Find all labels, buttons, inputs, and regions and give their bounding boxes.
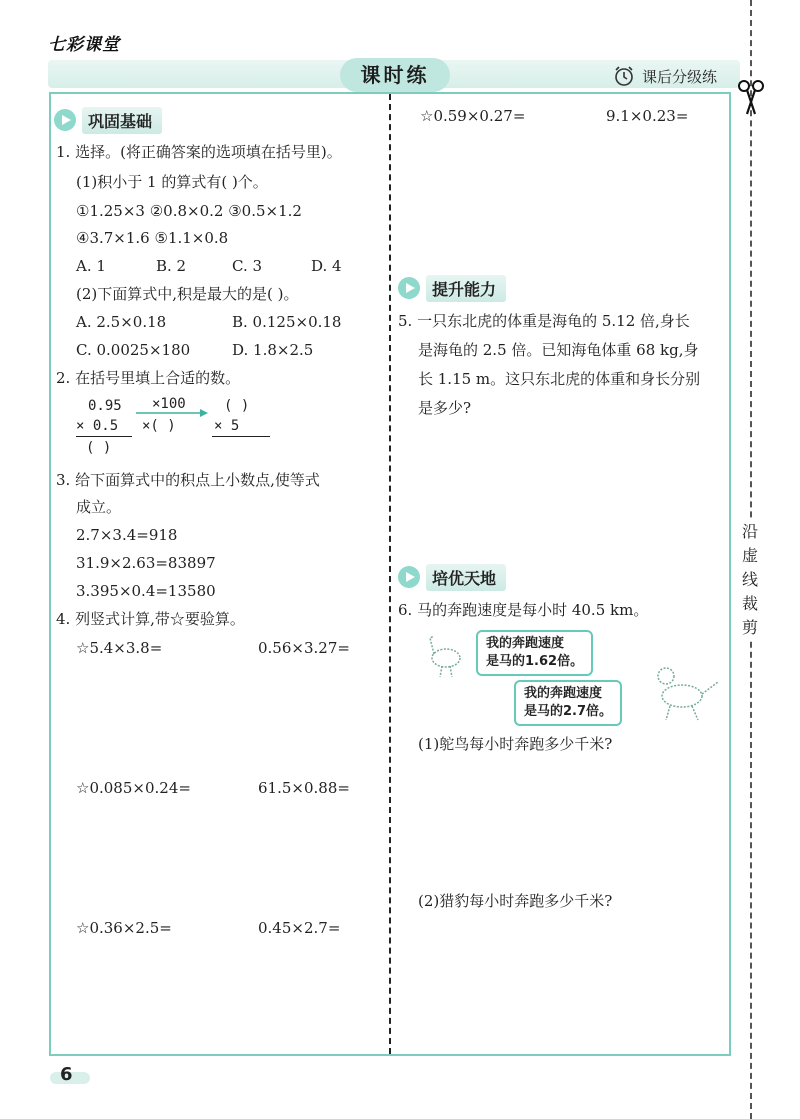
section-improve [398,276,506,300]
q2-mid-op: ×( ) [142,418,176,434]
q3-stem-1: 3. 给下面算式中的积点上小数点,使等式 [56,471,320,489]
q4-item: ☆0.36×2.5= [76,919,172,937]
bubble-text: 我的奔跑速度 [524,686,603,701]
q3-stem-2: 成立。 [76,498,122,516]
q2-rule-right [212,436,270,437]
cut-char: 沿 [741,522,758,541]
alarm-clock-icon [612,64,636,88]
q2-op-left: × 0.5 [76,418,119,434]
q6-sub1: (1)鸵鸟每小时奔跑多少千米? [418,735,613,753]
column-divider [389,94,391,1054]
q4-item: 9.1×0.23= [606,107,689,125]
q4-item: 61.5×0.88= [258,779,350,797]
q2-top-right: ( ) [224,398,250,414]
q6-sub2: (2)猎豹每小时奔跑多少千米? [418,892,613,910]
q4-item: 0.56×3.27= [258,639,350,657]
q1-option: B. 0.125×0.18 [232,313,342,331]
q1-option: A. 2.5×0.18 [76,313,167,331]
section-excellence [398,565,506,589]
cut-char: 剪 [741,618,758,637]
q1-sub2: (2)下面算式中,积是最大的是( )。 [76,285,299,303]
q4-item: 0.45×2.7= [258,919,341,937]
bubble-text: 是马的1.62倍。 [486,654,584,669]
bubble-text: 我的奔跑速度 [486,636,565,651]
q2-op-right: × 5 [214,418,240,434]
ostrich-speech-bubble [476,630,593,676]
brand-logo: 七彩课堂 [48,35,120,55]
q1-stem: 1. 选择。(将正确答案的选项填在括号里)。 [56,143,342,161]
scissors-icon [737,78,765,118]
play-icon [54,109,76,131]
cheetah-illustration [652,664,722,722]
header-right-label: 课后分级练 [642,67,718,86]
q2-top-left: 0.95 [88,398,122,414]
q5-line: 5. 一只东北虎的体重是海龟的 5.12 倍,身长 [398,312,690,330]
q6-stem: 6. 马的奔跑速度是每小时 40.5 km。 [398,601,649,619]
q1-sub1-line1: ①1.25×3 ②0.8×0.2 ③0.5×1.2 [76,202,302,220]
q3-line: 3.395×0.4=13580 [76,582,216,600]
cut-char: 虚 [741,546,758,565]
q1-option: D. 4 [311,257,342,275]
section-basics [54,108,162,132]
q2-res-left: ( ) [86,440,112,456]
q2-rule-left [76,436,132,437]
q5-line: 是海龟的 2.5 倍。已知海龟体重 68 kg,身 [418,341,699,359]
q4-item: ☆0.59×0.27= [420,107,526,125]
arrow-right-icon [136,408,210,418]
section-title: 提升能力 [426,275,506,302]
cheetah-speech-bubble [514,680,622,726]
q3-line: 2.7×3.4=918 [76,526,178,544]
q3-line: 31.9×2.63=83897 [76,554,216,572]
bubble-text: 是马的2.7倍。 [524,704,613,719]
q4-item: ☆5.4×3.8= [76,639,163,657]
q1-option: C. 0.0025×180 [76,341,191,359]
q2-stem: 2. 在括号里填上合适的数。 [56,369,241,387]
q1-option: D. 1.8×2.5 [232,341,314,359]
header-right [612,64,717,88]
q2-arrow-label: ×100 [152,396,186,412]
ostrich-illustration [424,634,470,678]
page-title: 课时练 [340,58,450,92]
q1-sub1: (1)积小于 1 的算式有( )个。 [76,173,268,191]
play-icon [398,277,420,299]
q4-item: ☆0.085×0.24= [76,779,191,797]
cut-char: 裁 [741,594,758,613]
q5-line: 是多少? [418,399,472,417]
section-title: 巩固基础 [82,107,162,134]
q1-option: B. 2 [156,257,187,275]
cut-instruction [738,520,762,640]
page-number: 6 [60,1064,73,1085]
play-icon [398,566,420,588]
cut-char: 线 [741,570,758,589]
q5-line: 长 1.15 m。这只东北虎的体重和身长分别 [418,370,701,388]
q1-option: A. 1 [76,257,106,275]
q1-option: C. 3 [232,257,263,275]
q1-sub1-line2: ④3.7×1.6 ⑤1.1×0.8 [76,229,229,247]
q4-stem: 4. 列竖式计算,带☆要验算。 [56,610,245,628]
section-title: 培优天地 [426,564,506,591]
